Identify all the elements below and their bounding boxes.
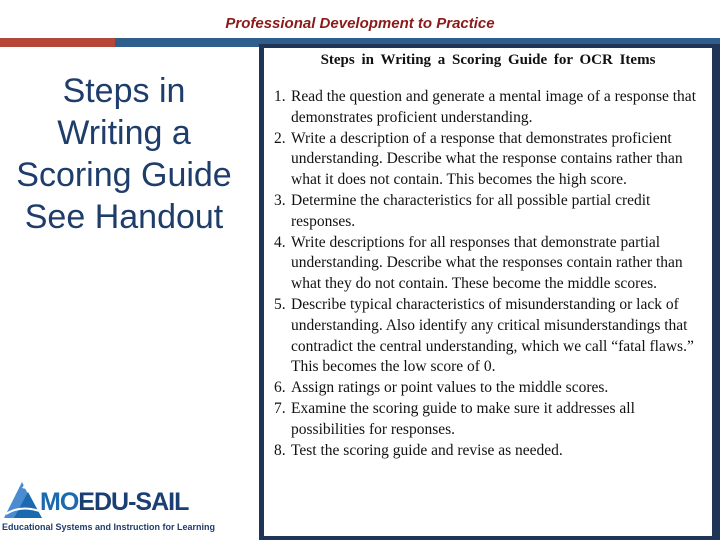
step-text: Write a description of a response that demonstrates proficient understanding. Describe what the response contains rather than what it does not contain. This becomes the high score.: [291, 129, 683, 189]
steps-list: [264, 87, 712, 461]
step-text: Determine the characteristics for all possible partial credit responses.: [291, 191, 651, 230]
step-item: [274, 441, 706, 462]
step-number: 8.: [274, 441, 286, 459]
step-text: Test the scoring guide and revise as needed.: [291, 441, 563, 459]
logo-brand-rest: EDU-SAIL: [78, 488, 189, 516]
step-text: Describe typical characteristics of misunderstanding or lack of understanding. Also identify any critical misunderstandings that contradict the central understanding, which we call “fatal flaws.” This becomes the low score of 0.: [291, 295, 694, 376]
step-text: Read the question and generate a mental image of a response that demonstrates proficient understanding.: [291, 88, 696, 126]
step-item: [274, 378, 706, 399]
step-number: 1.: [274, 88, 286, 105]
logo-wordmark: [40, 488, 188, 517]
step-number: 6.: [274, 379, 286, 397]
mo-edu-sail-logo: [2, 478, 242, 536]
step-item: [274, 87, 706, 129]
step-item: [274, 129, 706, 191]
handout-page: [264, 48, 712, 536]
handout-panel: [259, 44, 720, 540]
slide-title-line: Scoring Guide: [16, 156, 232, 194]
step-item: [274, 191, 706, 233]
slide-title-line: Steps in: [62, 72, 186, 110]
step-number: 5.: [274, 295, 286, 313]
handout-heading: Steps in Writing a Scoring Guide for OCR Items: [320, 52, 656, 68]
step-number: 4.: [274, 233, 286, 251]
header-title: Professional Development to Practice: [225, 15, 495, 32]
slide-title-line: Writing a: [57, 114, 191, 152]
step-item: [274, 399, 706, 441]
header-bar-accent: [0, 38, 115, 47]
logo-tagline: Educational Systems and Instruction for Learning: [2, 522, 216, 532]
step-text: Examine the scoring guide to make sure it addresses all possibilities for responses.: [291, 399, 635, 438]
step-number: 7.: [274, 399, 286, 417]
step-number: 2.: [274, 129, 286, 147]
slide-title: [4, 70, 244, 238]
step-text: Assign ratings or point values to the middle scores.: [291, 379, 609, 397]
slide-title-line: See Handout: [24, 198, 224, 236]
step-item: [274, 295, 706, 378]
step-text: Write descriptions for all responses that demonstrate partial understanding. Describe what the responses contain rather than what they do not contain. These become the middle scores.: [291, 233, 683, 293]
step-number: 3.: [274, 191, 286, 209]
logo-brand-mo: MO: [40, 488, 79, 516]
step-item: [274, 233, 706, 295]
